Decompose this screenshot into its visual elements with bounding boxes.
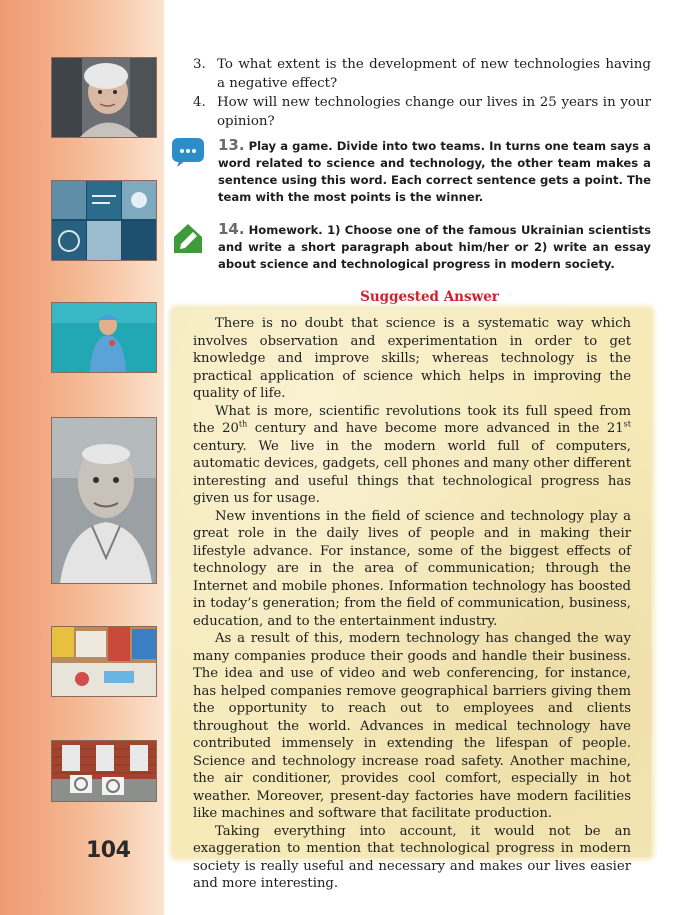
air-conditioners-photo: [51, 740, 157, 802]
question-text: How will new technologies change our lives in 25 years in your opinion?: [217, 95, 651, 129]
question-list: [193, 55, 651, 131]
p2-part-a: What is more, scientific revolutions took its full speed from the 20: [193, 403, 631, 436]
question-item: [193, 93, 651, 131]
medicines-photo: [51, 626, 157, 697]
task-text: Homework. 1) Choose one of the famous Ukrainian scientists and write a short paragraph about him/her or 2) write an essay about science and technological progress in modern society.: [218, 223, 651, 271]
scientist-woman-photo: [51, 302, 157, 373]
elderly-woman-photo: [51, 57, 157, 138]
task-13: [218, 137, 651, 206]
technology-collage-photo: [51, 180, 157, 261]
task-number: 14.: [218, 220, 245, 238]
question-item: [193, 55, 651, 93]
p2-sup-st: st: [623, 419, 631, 429]
answer-paragraph-5: Taking everything into account, it would not be an exaggeration to mention that technological progress in modern society is really useful and necessary and makes our lives easier and more interesting.: [193, 823, 631, 891]
p2-sup-th: th: [238, 419, 248, 429]
speech-bubble-icon: [171, 137, 205, 171]
question-number: 4.: [193, 95, 206, 110]
p2-part-b: century and have become more advanced in the 21: [247, 421, 624, 436]
task-text: Play a game. Divide into two teams. In turns one team says a word related to science and technology, the other team makes a sentence using this word. Each correct sentence gets a point. The team with the most points is the winner.: [218, 139, 651, 204]
elderly-man-photo: [51, 417, 157, 584]
answer-paragraph-1: There is no doubt that science is a systematic way which involves observation and experimentation in order to get knowledge and improve skills; whereas technology is the practical application of science which helps in improving the quality of life.: [193, 316, 631, 401]
answer-paragraph-2: [193, 403, 631, 508]
page-number: 104: [86, 838, 131, 863]
answer-text: [193, 315, 631, 893]
question-text: To what extent is the development of new technologies having a negative effect?: [217, 57, 651, 91]
task-number: 13.: [218, 136, 245, 154]
suggested-answer-title: Suggested Answer: [360, 289, 499, 305]
task-14: [218, 221, 651, 273]
answer-paragraph-4: As a result of this, modern technology has changed the way many companies produce their goods and handle their business. The idea and use of video and web conferencing, for instance, has helped companies remove geographical barriers giving them the opportunity to reach out to employees and clients throughout the world. Advances in medical technology have contributed immensely in extending the lifespan of people. Science and technology increase road safety. Another machine, the air conditioner, provides cool comfort, especially in hot weather. Moreover, present-day factories have modern facilities like machines and software that facilitate production.: [193, 631, 631, 821]
answer-paragraph-3: New inventions in the field of science and technology play a great role in the daily lives of people and in making their lifestyle advance. For instance, some of the biggest effects of technology are in the area of communication; through the Internet and mobile phones. Information technology has boosted in today’s generation; from the field of communication, business, education, and to the entertainment industry.: [193, 508, 631, 629]
question-number: 3.: [193, 57, 206, 72]
p2-part-c: century. We live in the modern world full of computers, automatic devices, gadgets, cell phones and many other different interesting and useful things that technological progress has given us for usage.: [193, 438, 631, 506]
house-pencil-icon: [171, 221, 205, 259]
